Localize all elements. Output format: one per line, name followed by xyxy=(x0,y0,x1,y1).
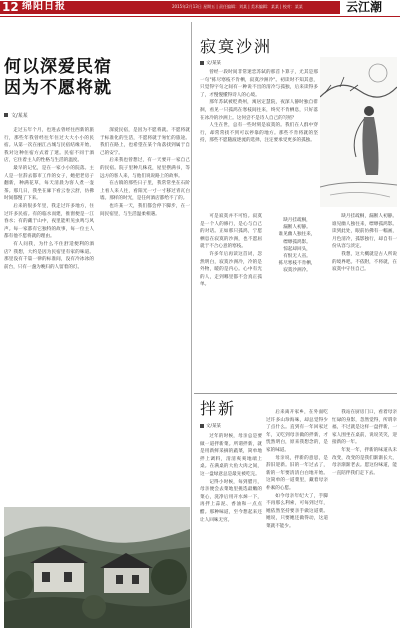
headline-line-2: 因为不愿将就 xyxy=(4,78,112,98)
poem-line: 缥缈孤鸿影。 xyxy=(283,239,311,245)
poem-line: 谁见幽人独往来， xyxy=(278,232,316,238)
left-text-column-2 xyxy=(100,127,190,505)
paragraph: 曾经一段时间非常迷恋苏轼的那首卜算子，尤其是那一句"拣尽寒枝不肯栖，寂寞沙洲冷"。初读时不知其意，只觉得字句之间有一种说不出的清冷与孤独，后来读得多了，才慢慢懂得诗人的心境。 xyxy=(200,70,318,98)
byline-text: 文/某某 xyxy=(206,61,222,66)
right-column xyxy=(194,19,397,631)
poem-line: 缺月挂疏桐， xyxy=(283,218,311,223)
newspaper-header xyxy=(0,0,400,17)
byline xyxy=(4,111,190,119)
jimo-text-2 xyxy=(200,213,262,391)
page-number: 12 xyxy=(2,0,19,14)
paragraph: 最早的记忆，是在一家小小的院落。主人是一位辞去都市工作的女子，她把老房子翻新，种满花草，每天清晨为客人煮一壶茶。那几日，我坐在廊下看云卷云舒，仿佛时间都慢了下来。 xyxy=(4,165,94,202)
paragraph: 后来我也曾想过，有一天要开一家自己的民宿。院子里种几株花，屋里摆满书，等远方的客人来，与他们说说路上的故事。 xyxy=(100,158,190,179)
paragraph: 深爱民宿，是因为不愿将就。不愿将就于标准化的生活，不愿将就于匆忙的旅途。我们在路上，也希望在某个角落找到属于自己的安宁。 xyxy=(100,128,190,156)
header-meta: 2015年2月13日 星期五 | 责任编辑：刘某 | 美术编辑：某某 | 校对：某某 xyxy=(172,4,303,9)
poem-line: 惊起却回头， xyxy=(283,246,311,252)
poem-line: 寂寞沙洲冷。 xyxy=(283,268,311,274)
paragraph: 记得小时候，每到腊月，母亲便会去菜地里挑选最嫩的菜心，洗净后用开水焯一下，再拌上蒜泥、香油和一点点醋。那种味道，至今想起来还让人回味无穷。 xyxy=(200,479,262,523)
header-rule xyxy=(0,16,400,17)
paragraph: 人生在世，总有一些时刻是寂寞的。我们在人群中穿行，却常常找不到可以停靠的地方。那些不肯将就的坚持，那些不愿随波逐流的选择，注定要承受更多的孤独。 xyxy=(200,123,318,144)
byline-text: 文/某某 xyxy=(206,424,222,429)
byline xyxy=(200,60,221,66)
byline-marker-icon xyxy=(200,424,204,428)
paper-name: 绵阳日报 xyxy=(22,1,66,12)
paragraph: 也许某一天，我们都会停下脚步，在一间民宿里，与生活温柔相遇。 xyxy=(100,203,190,217)
poem-line: 拣尽寒枝不肯栖， xyxy=(278,261,316,267)
paragraph: 那年苏轼被贬黄州，寓居定慧院，夜深人静时独自徘徊，看见一只孤鸿在寒枝间往来，终究不肯栖息，只好落在冰冷的沙洲上。这何尝不是诗人自己的写照？ xyxy=(200,100,318,121)
article-title-jimo: 寂寞沙洲 xyxy=(200,37,273,56)
byline-marker-icon xyxy=(4,113,8,117)
paragraph: 母亲说，拌新的意思，是辞旧迎新。旧的一年过去了，新的一年要清清白白地开始。这简单的一道菜里，藏着母亲朴素的心愿。 xyxy=(266,455,328,491)
banxin-text-2 xyxy=(266,409,328,629)
poem-block xyxy=(266,217,328,275)
village-photo xyxy=(4,507,190,628)
byline xyxy=(200,423,221,429)
paragraph: 走过五年个月，也进去曾经往西新的旅行，那些年我曾经往年住过大大小小的民宿。从第一次在丽江古城与民宿结缘开始，我对这种住宿方式着了迷。民宿不同于酒店，它住着主人的性格与生活的温度。 xyxy=(4,128,94,164)
ink-illustration xyxy=(320,57,397,207)
byline-text: 文/某某 xyxy=(11,112,28,119)
banxin-text-1 xyxy=(200,433,262,629)
article-title-banxin: 拌新 xyxy=(200,399,237,418)
paragraph: 年复一年，拌新的味道从未改变，改变的是我们渐渐长大，母亲渐渐老去。愿这份味道，能一直陪伴我们走下去。 xyxy=(332,447,397,476)
poem-line: 有恨无人省。 xyxy=(283,254,311,260)
left-article xyxy=(4,19,190,631)
paragraph: 后来离开家乡，在外面吃过许多山珍海味，却总觉得少了点什么。直到有一年回家过年，又吃到母亲做的拌新，才恍然明白，原来我想念的，是家的味道。 xyxy=(266,410,328,453)
paragraph: 过年的时候，母亲总是要做一道拌新菜。所谓拌新，就是用新鲜采摘的蔬菜，简单地拌上调料，清清爽爽地端上桌。在满桌的大鱼大肉之间，这一盘绿意总是最先被吃完。 xyxy=(200,434,262,477)
paragraph: 我站在厨房门口，看着母亲忙碌的身影，忽然觉得，所谓幸福，不过就是这样一盘拌新，一家人围坐在桌前，说说笑笑，迎接新的一年。 xyxy=(332,410,397,446)
paragraph: 有人问我，为什么不住舒适便利的酒店？我想，大约是因为民宿里有家的味道。那里没有千篇一律的标准间，没有冷冰冰的前台，只有一盏为晚归的人留着的灯。 xyxy=(4,241,94,270)
paragraph: 可是寂寞并不可怕。寂寞是一个人的修行，是心与自己的对话。正如那只孤鸿，宁愿栖息在寂寞的沙洲，也不愿屈就于不合心意的寒枝。 xyxy=(200,214,262,250)
jimo-text-1 xyxy=(200,69,318,207)
paragraph: 在古镇的那些日子里，我常常坐在石阶上看人来人往，看阳光一寸一寸移过青瓦白墙。那样的时光，是任何酒店都给不了的。 xyxy=(100,181,190,202)
headline-line-1: 何以深爱民宿 xyxy=(4,57,112,77)
left-text-column-1 xyxy=(4,127,94,505)
paragraph: 后来的很多年里，我走过许多地方，住过许多民宿。有的临水而建，推窗便是一江春水；有的藏于山中，夜里能听见虫鸣与风声。每一家都有它独特的故事，每一位主人都有他不愿将就的理由。 xyxy=(4,203,94,240)
jimo-text-3 xyxy=(332,213,397,391)
banxin-text-3 xyxy=(332,409,397,629)
byline-marker-icon xyxy=(200,61,204,65)
paragraph: 缺月挂疏桐，漏断人初静。谁见幽人独往来，缥缈孤鸿影。读到此处，眼前仿佛有一幅画，月色清冷，孤影独行，却自有一份从容与淡定。 xyxy=(332,214,397,250)
paragraph: 我想，这大概就是古人所说的境界吧。不依附，不将就，在寂寞中守住自己。 xyxy=(332,251,397,273)
paragraph: 如今母亲年纪大了，手脚不再那么利索，可每到过年，她依然坚持要亲手做这道菜。她说，只要她还做得动，这道菜就不能少。 xyxy=(266,493,328,529)
section-title: 云江潮 xyxy=(346,0,383,14)
column-divider xyxy=(191,22,192,628)
paragraph: 许多年后再读这首词，忽然明白，寂寞沙洲冷，冷的是外物，暖的是内心。心中有光的人，走到哪里都不会真正孤单。 xyxy=(200,251,262,288)
poem-line: 漏断人初静。 xyxy=(283,225,311,231)
section-divider xyxy=(194,393,397,394)
